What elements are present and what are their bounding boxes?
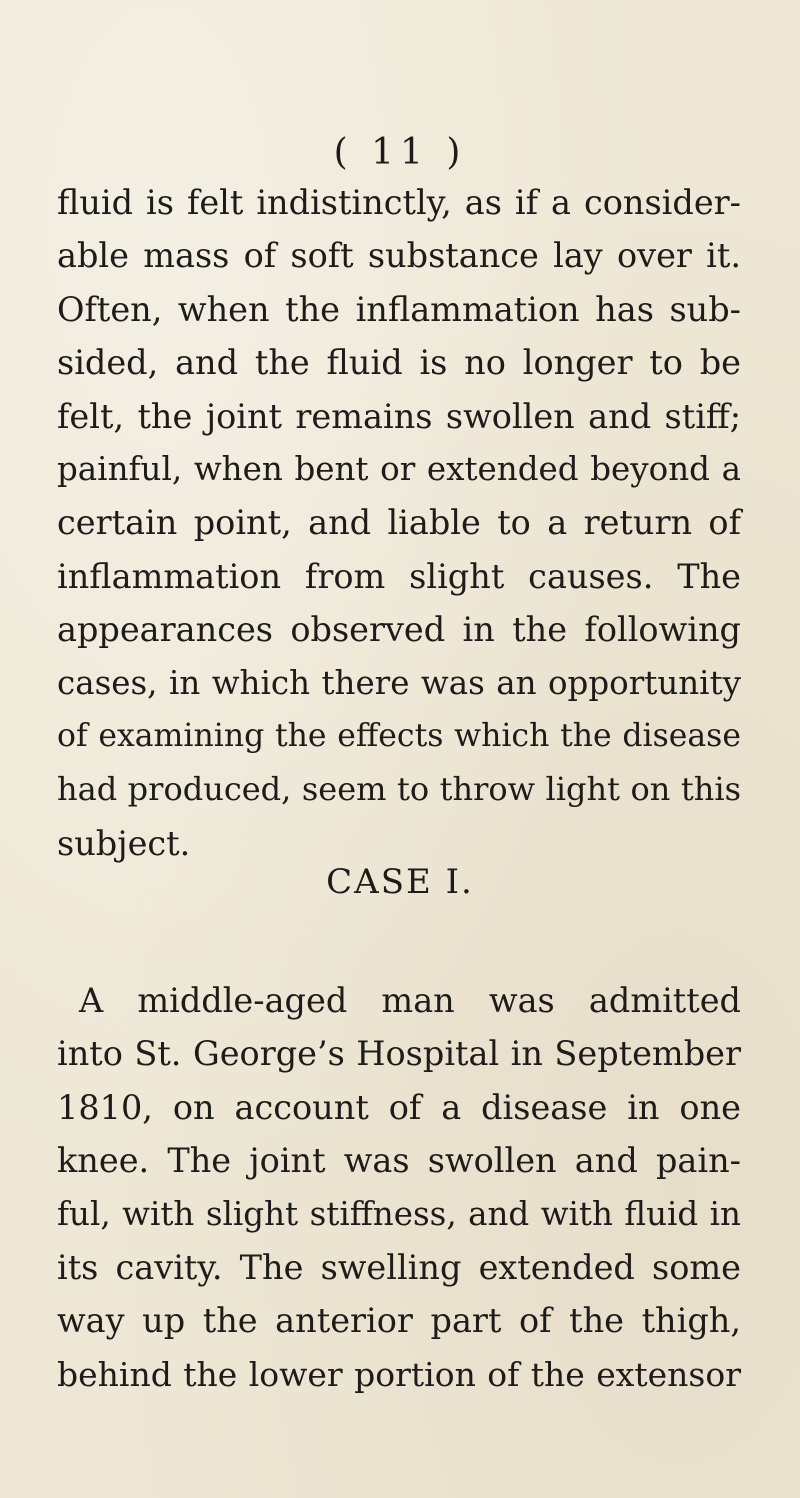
text-line: sided, and the fluid is no longer to be [57, 343, 741, 383]
text-line: Often, when the inflammation has sub- [57, 289, 741, 329]
text-line: into St. George’s Hospital in September [57, 1034, 741, 1074]
text-line: painful, when bent or extended beyond a [57, 449, 741, 488]
paragraph-2 [57, 974, 741, 1401]
page-number: ( 11 ) [333, 132, 467, 173]
text-line: its cavity. The swelling extended some [57, 1247, 741, 1287]
text-line: behind the lower portion of the extensor [57, 1354, 741, 1394]
text-line: felt, the joint remains swollen and stiff; [57, 396, 741, 436]
text-line: knee. The joint was swollen and pain- [57, 1141, 741, 1181]
text-line: A middle-aged man was admitted [79, 981, 741, 1020]
text-line: able mass of soft substance lay over it. [57, 236, 741, 276]
text-line: 1810, on account of a disease in one [57, 1087, 741, 1127]
case-heading: CASE I. [326, 862, 474, 902]
text-line: way up the anterior part of the thigh, [57, 1301, 741, 1341]
text-line: of examining the effects which the disease [57, 717, 741, 754]
paragraph-1 [57, 176, 741, 870]
text-line: ful, with slight stiffness, and with fluid in [57, 1194, 741, 1233]
text-line: fluid is felt indistinctly, as if a consider- [57, 183, 741, 222]
text-line: appearances observed in the following [57, 610, 741, 650]
text-line: certain point, and liable to a return of [57, 503, 741, 543]
text-line: cases, in which there was an opportunity [57, 663, 741, 702]
text-line: had produced, seem to throw light on this [57, 770, 741, 809]
text-line: inflammation from slight causes. The [57, 556, 741, 596]
text-line: subject. [57, 823, 191, 863]
